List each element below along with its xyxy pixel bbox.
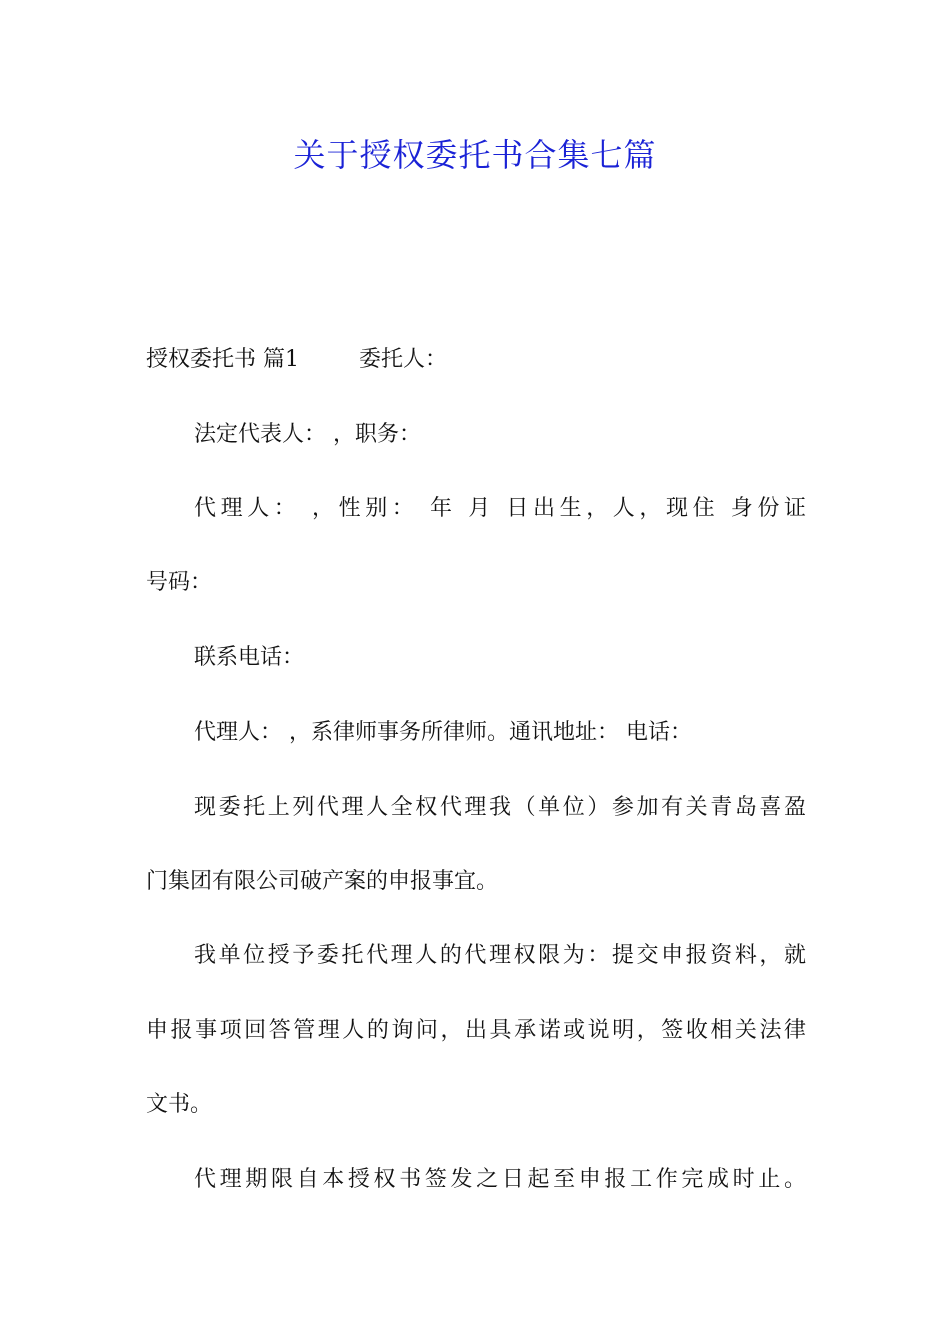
paragraph-line: 法定代表人： ，职务： xyxy=(194,422,421,447)
paragraph-line: 代理人： ，系律师事务所律师。通讯地址： 电话： xyxy=(194,720,692,745)
section-heading: 授权委托书 篇1 xyxy=(146,347,299,372)
paragraph-line: 号码： xyxy=(146,570,213,595)
paragraph-line: 代理期限自本授权书签发之日起至申报工作完成时止。 xyxy=(194,1167,806,1192)
principal-label: 委托人： xyxy=(359,347,448,372)
paragraph-line: 现委托上列代理人全权代理我（单位）参加有关青岛喜盈 xyxy=(194,795,806,820)
paragraph-line: 文书。 xyxy=(146,1092,213,1117)
paragraph-line: 我单位授予委托代理人的代理权限为：提交申报资料，就 xyxy=(194,943,806,968)
document-title: 关于授权委托书合集七篇 xyxy=(293,136,657,174)
paragraph-line: 联系电话： xyxy=(194,645,305,670)
section-heading-line xyxy=(146,345,806,375)
paragraph-line: 门集团有限公司破产案的申报事宜。 xyxy=(146,869,499,894)
paragraph-line: 申报事项回答管理人的询问，出具承诺或说明，签收相关法律 xyxy=(146,1018,806,1043)
paragraph-line: 代理人： ，性别： 年 月 日出生，人，现住 身份证 xyxy=(194,496,806,521)
